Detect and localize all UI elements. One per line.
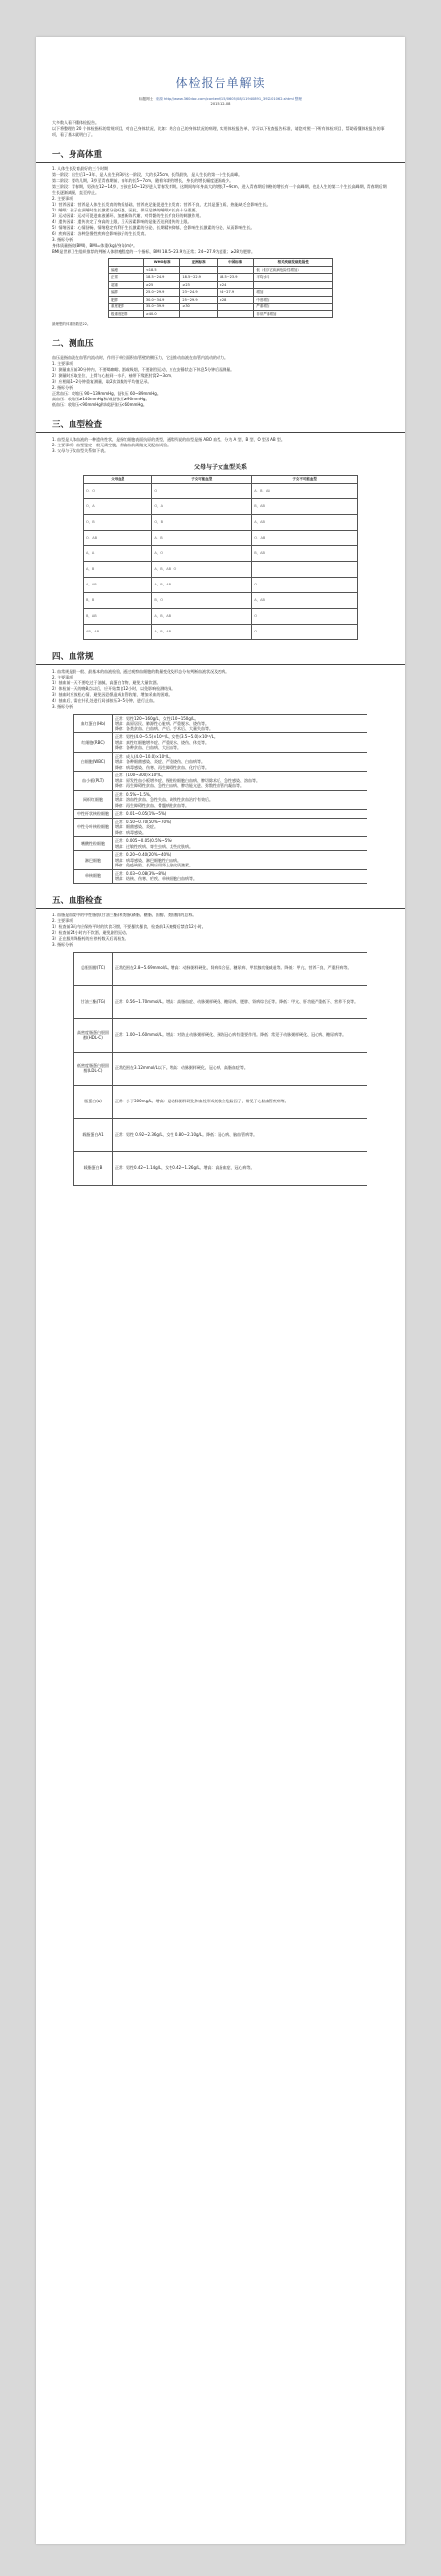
paragraph: 2. 主要事项 — [52, 674, 74, 679]
paragraph: 6）疾病因素：各种急慢性疾病会影响孩子的生长发育。 — [52, 231, 149, 236]
table-row — [74, 733, 368, 753]
document-title: 体检报告单解读 — [175, 76, 266, 90]
table-row — [84, 592, 358, 608]
table-cell: 正常：0.56~1.70mmol/L。增高：高脂血症、动脉粥样硬化、糖尿病、肥胖、肾病综合征等。降低：甲亢、肝功能严重低下、营养不良等。 — [113, 985, 368, 1018]
table-row — [109, 296, 333, 304]
header-cell: 子女不可能血型 — [252, 476, 358, 484]
row-label-cell: 中性分叶核粒细胞 — [74, 818, 113, 837]
paragraph: 3. 指标分析 — [52, 941, 74, 947]
table-row — [84, 514, 358, 530]
section-body-blood-pressure — [36, 355, 405, 408]
intro-paragraph: 以下将整理的 20 个体检指标的常规项目，对自己身体状况，比如：结合自己的身体状况的病理，实用体检报告单，学习以下检查报告标准，请您对照一下所有体检项目，帮助看懂体检报告的事项，看了基本就明白了。 — [52, 126, 385, 137]
blood-type-table-header — [84, 476, 358, 484]
table-row — [74, 790, 368, 810]
paragraph: 身体质量指数(BMI)，BMI=体重(kg)/身高(m)²。 — [52, 243, 138, 248]
row-label-cell: 脂蛋白(a) — [74, 1085, 113, 1118]
paragraph: BMI是世界卫生组织推荐的判断人体胖瘦程度的一个指标，BMI 18.5~23.9为正常；24~27.9为超重；≥28为肥胖。 — [52, 249, 255, 254]
paragraph: 第三阶段：青春期，男孩在12~14岁，女孩在10~12岁进入青春发育期。这期间每年身高大约增长7~9cm，进入青春期后体格的增长有一个高峰期，也是人生的第二个生长高峰期，青春期后期生长逐渐减慢，直至停止。 — [52, 184, 387, 195]
table-cell: A，B — [152, 530, 252, 545]
blood-routine-table-body — [74, 714, 368, 883]
table-row — [109, 266, 333, 274]
paragraph: 1. 主要事项 — [52, 361, 74, 366]
blood-routine-table — [74, 714, 368, 884]
section-body-blood-lipid — [36, 913, 405, 948]
paragraph: 低血压：收缩压<90mmHg和/或舒张压<60mmHg。 — [52, 402, 147, 407]
header-cell: 相关疾病发病危险性 — [254, 259, 333, 267]
header-cell: 子女可能血型 — [152, 476, 252, 484]
paragraph: 1）检查前3天内应保持平时的饮食习惯，不要暴饮暴食，检查前1天晚餐后禁食12小时。 — [52, 923, 206, 929]
intro-line: 大多数人看不懂体检报告。 — [52, 120, 99, 125]
table-row — [74, 1018, 368, 1052]
paragraph: 3）抽血时应放松心情，避免因恐惧造成血管收缩，增加采血的困难。 — [52, 691, 172, 697]
table-row — [109, 274, 333, 282]
header-cell: 亚洲标准 — [180, 259, 218, 267]
section-heading-blood-pressure: 二、测血压 — [36, 337, 405, 351]
table-row — [74, 714, 368, 733]
section-heading-blood-lipid: 五、血脂检查 — [36, 894, 405, 909]
paragraph: 1. 血型是人体血液的一种遗传性状，是指红细胞表面抗原的类型，通常所说的血型是指 ABO 血型，分为 A 型、B 型、O 型及 AB 型。 — [52, 437, 285, 442]
table-cell: A，B，AB，O — [152, 561, 252, 577]
paragraph: 3. 指标分析 — [52, 237, 74, 242]
row-label-cell: 总胆固醇(TC) — [74, 952, 113, 985]
table-cell: 平均水平 — [254, 274, 333, 282]
section-heading-blood-routine: 四、血常规 — [36, 650, 405, 665]
blood-lipid-table — [74, 952, 368, 1186]
paragraph: 2. 主要事项：血型鉴定一般无需空腹，但输血前需做交叉配血试验。 — [52, 443, 172, 447]
header-cell: 中国标准 — [217, 259, 254, 267]
section-heading-height-weight: 一、身高体重 — [36, 148, 405, 163]
table-cell: O，B — [152, 514, 252, 530]
table-row — [84, 498, 358, 514]
table-cell: <18.5 — [143, 266, 180, 274]
table-cell: 正常：小于300mg/L。增高：是动脉粥样硬化和血栓形成的独立危险因子，常见于心脑血管疾病等。 — [113, 1085, 368, 1118]
row-label-cell: 偏胖 — [109, 289, 144, 297]
table-cell: ≥25 — [143, 281, 180, 289]
section-body-blood-routine — [36, 669, 405, 710]
paragraph: 3）正在服用降脂药的应停药数天后再检查。 — [52, 935, 129, 941]
table-row — [84, 608, 358, 624]
table-row — [109, 289, 333, 297]
table-cell: 增加 — [254, 289, 333, 297]
row-label-cell: 低密度脂蛋白胆固醇(LDL-C) — [74, 1052, 113, 1085]
table-cell: 24~27.9 — [217, 289, 254, 297]
table-cell: ≥40.0 — [143, 310, 180, 318]
table-cell: 35.0~39.9 — [143, 304, 180, 311]
row-label-cell: 极重度肥胖 — [109, 310, 144, 318]
table-cell: 正常：0.20~0.40(20%~40%) 增高：病毒感染、淋巴细胞性白血病。 降低：免疫缺陷、长期应用肾上腺皮质激素。 — [113, 851, 368, 870]
table-cell: 严重增加 — [254, 304, 333, 311]
paragraph: 2. 主要事项 — [52, 196, 74, 201]
table-cell: 正常：成人(4.0~10.0)×10⁹/L。 增高：各种细菌感染、炎症、严重烧伤、白血病等。 降低：病毒感染、伤寒、再生障碍性贫血、化疗后等。 — [113, 752, 368, 772]
table-row — [109, 281, 333, 289]
table-cell — [217, 304, 254, 311]
table-cell: A，B，AB — [152, 624, 252, 639]
table-row — [74, 810, 368, 819]
header-cell — [109, 259, 144, 267]
table-cell: 18.5~23.9 — [217, 274, 254, 282]
section-body-blood-type — [36, 437, 405, 454]
paragraph: 5）情绪因素：心情舒畅，情绪稳定有利于生长激素的分泌，长期精神抑郁，会影响生长激素的分泌，从而影响生长。 — [52, 225, 255, 230]
bmi-table-header — [109, 259, 333, 267]
row-label-cell: B，AB — [84, 608, 152, 624]
row-label-cell: 正常 — [109, 274, 144, 282]
table-cell: O — [252, 624, 358, 639]
table-cell: O，A — [152, 498, 252, 514]
paragraph: 3）运动因素：运动可促进血液循环，加速新陈代谢，对骨骼的生长有良好的刺激作用。 — [52, 213, 204, 218]
table-cell: 正常范围在3.12mmol/L以下。增高：动脉粥样硬化、冠心病、高脂血症等。 — [113, 1052, 368, 1085]
table-cell: O — [252, 577, 358, 592]
table-row — [74, 772, 368, 791]
table-row — [74, 985, 368, 1018]
table-row — [74, 1151, 368, 1185]
row-label-cell: 甘油三酯(TG) — [74, 985, 113, 1018]
table-row — [74, 752, 368, 772]
blood-type-table-title: 父母与子女血型关系 — [193, 464, 247, 471]
blood-lipid-table-body — [74, 952, 368, 1185]
table-cell: 正常：1.00~1.60mmol/L。增高：对防止动脉粥样硬化、预防冠心病有重要作用。降低：常见于动脉粥样硬化、冠心病、糖尿病等。 — [113, 1018, 368, 1052]
table-row — [74, 1085, 368, 1118]
table-cell: 正常：0.005~0.05(0.5%~5%) 增高：过敏性疾病、寄生虫病、某些皮肤病。 — [113, 837, 368, 851]
table-row — [84, 561, 358, 577]
table-cell: 25.0~29.9 — [143, 289, 180, 297]
table-cell: A，AB — [252, 514, 358, 530]
row-label-cell: A，AB — [84, 577, 152, 592]
table-cell: O — [152, 483, 252, 498]
table-cell — [217, 266, 254, 274]
table-cell: B，O — [152, 592, 252, 608]
table-cell: 低（但其它疾病危险性增加） — [254, 266, 333, 274]
paragraph: 1）营养因素：营养是人体生长发育的物质基础，营养充足能促进生长发育；营养不良，尤其是蛋白质、热能缺乏会影响生长。 — [52, 202, 270, 207]
row-label-cell: 血小板(PLT) — [74, 772, 113, 791]
table-cell: 正常：(100~300)×10⁹/L。 增高：原发性血小板增多症、慢性粒细胞白血病、脾切除术后、急性感染、溶血等。 降低：再生障碍性贫血、急性白血病、脾功能亢进、弥散性血管内凝血等。 — [113, 772, 368, 791]
table-row — [84, 483, 358, 498]
table-cell — [217, 310, 254, 318]
date-label: 2015-12-08 — [210, 102, 231, 106]
table-row — [109, 310, 333, 318]
row-label-cell: 淋巴细胞 — [74, 851, 113, 870]
row-label-cell: 重度肥胖 — [109, 304, 144, 311]
row-label-cell: A，A — [84, 545, 152, 561]
row-label-cell: 中性杆状核粒细胞 — [74, 810, 113, 819]
paragraph: 血压是指血液在血管内流动时，作用于单位面积血管壁的侧压力，它是推动血液在血管内流动的动力。 — [52, 355, 228, 360]
table-row — [74, 837, 368, 851]
paragraph: 1. 血脂是血浆中的中性脂肪(甘油三酯)和类脂(磷脂、糖脂、固醇、类固醇)的总称。 — [52, 912, 197, 917]
table-cell — [180, 266, 218, 274]
table-cell: 正常：男性(4.0~5.5)×10¹²/L，女性(3.5~5.0)×10¹²/L。 增高：真性红细胞增多症、严重脱水、烧伤、休克等。 降低：各种贫血、白血病、大出血等。 — [113, 733, 368, 753]
paragraph: 3）应相隔1~2分钟重复测量，取2次读数的平均值记录。 — [52, 379, 152, 384]
row-label-cell: O，AB — [84, 530, 152, 545]
table-row — [84, 530, 358, 545]
paragraph: 2）测量时应取坐位，上臂与心脏同一水平，袖带下缘距肘窝2~3cm。 — [52, 373, 175, 378]
row-label-cell: O，O — [84, 483, 152, 498]
paragraph: 2）体检前一天的晚8点以后，应开始禁食12小时，以免影响检测结果。 — [52, 685, 176, 691]
table-cell — [180, 310, 218, 318]
header-cell: WHO标准 — [143, 259, 180, 267]
table-cell: 正常：0.01~0.05(1%~5%) — [113, 810, 368, 819]
table-cell: B，AB — [252, 545, 358, 561]
table-cell: O，AB — [252, 530, 358, 545]
row-label-cell: B，B — [84, 592, 152, 608]
row-label-cell: A，B — [84, 561, 152, 577]
row-label-cell: 嗜酸性粒细胞 — [74, 837, 113, 851]
table-row — [109, 304, 333, 311]
row-label-cell: 血红蛋白(Hb) — [74, 714, 113, 733]
row-label-cell: 载脂蛋白B — [74, 1151, 113, 1185]
bmi-table — [108, 258, 333, 318]
table-cell: 正常：男性0.42~1.14g/L，女性0.42~1.26g/L。增高：高脂血症、冠心病等。 — [113, 1151, 368, 1185]
table-cell: O — [252, 608, 358, 624]
table-cell: 30.0~34.9 — [143, 296, 180, 304]
row-label-cell: 高密度脂蛋白胆固醇(HDL-C) — [74, 1018, 113, 1052]
table-cell: ≥28 — [217, 296, 254, 304]
table-cell: B，AB — [252, 498, 358, 514]
table-cell: A，AB — [252, 592, 358, 608]
table-row — [74, 1118, 368, 1151]
document-meta — [36, 97, 405, 107]
table-row — [84, 577, 358, 592]
paragraph: 1. 人体生长发育最好的三个时期 — [52, 166, 109, 171]
table-cell: A，O — [152, 545, 252, 561]
table-cell: 18.5~24.9 — [143, 274, 180, 282]
table-row — [74, 952, 368, 985]
row-label-cell: AB，AB — [84, 624, 152, 639]
row-label-cell: 网织红细胞 — [74, 790, 113, 810]
paragraph: 第一阶段：出生后1~3年，是人出生到3岁这一阶段，大约长25cm，长得最快，是人生长的第一个生长高峰。 — [52, 172, 243, 177]
table-cell: 25~29.9 — [180, 296, 218, 304]
table-row — [74, 869, 368, 883]
table-row — [84, 624, 358, 639]
paragraph: 正常血压：收缩压 90~139mmHg，舒张压 60~89mmHg。 — [52, 391, 161, 396]
bmi-table-body — [109, 266, 333, 318]
row-label-cell: 肥胖 — [109, 296, 144, 304]
table-cell: A，B，AB — [252, 483, 358, 498]
paragraph: 4）遗传因素：遗传决定了身高的上限，后天因素影响的是能否达到遗传的上限。 — [52, 219, 192, 224]
table-cell: 非常严重增加 — [254, 310, 333, 318]
table-cell: 正常：男性 0.92~2.36g/L，女性 0.80~2.10g/L。降低：冠心病、脑血管病等。 — [113, 1118, 368, 1151]
table-row — [74, 851, 368, 870]
row-label-cell: 超重 — [109, 281, 144, 289]
table-row — [74, 1052, 368, 1085]
table-cell: 正常：男性120~160g/L，女性110~150g/L。 增高：高原居民、肺源性心脏病、严重脱水、烧伤等。 降低：各类贫血、白血病、产后、手术后、大量失血等。 — [113, 714, 368, 733]
row-label-cell: O，A — [84, 498, 152, 514]
blood-type-table — [83, 475, 358, 640]
paragraph: 2. 指标分析 — [52, 385, 74, 390]
table-cell: 23~24.9 — [180, 289, 218, 297]
paragraph: 2）睡眠：孩子在深睡时生长激素分泌旺盛，因此，保证足够的睡眠对长高十分重要。 — [52, 208, 200, 212]
table-cell: 正常：0.03~0.08(3%~8%) 增高：结核、伤寒、疟疾、单核细胞白血病等。 — [113, 869, 368, 883]
row-label-cell: 载脂蛋白A1 — [74, 1118, 113, 1151]
paragraph: 1）抽血前一天不要吃过于油腻、高蛋白食物，避免大量饮酒。 — [52, 679, 161, 685]
table-cell — [254, 281, 333, 289]
section-body-height-weight — [36, 166, 405, 255]
paragraph: 2. 主要事项 — [52, 917, 74, 923]
table-cell — [252, 561, 358, 577]
table-cell: 正常范围在2.8~5.69mmol/L。增高：动脉粥样硬化、肾病综合征、糖尿病、甲状腺功能减退等。降低：甲亢、营养不良、严重肝病等。 — [113, 952, 368, 985]
table-cell: 正常：0.5%~1.5%。 增高：溶血性贫血、急性失血、缺铁性贫血治疗有效后。 降低：再生障碍性贫血、骨髓病性贫血等。 — [113, 790, 368, 810]
paragraph: 2）检查前24小时内不饮酒，避免剧烈运动。 — [52, 929, 130, 935]
row-label-cell: 单核细胞 — [74, 869, 113, 883]
paragraph: 1）测量血压前30分钟内，不要喝咖啡、酒或吸烟，不要剧烈运动，应在安静状态下休息5分钟后再测量。 — [52, 367, 235, 372]
paragraph: 4）抽血后，需在针孔处进行局部按压3~5分钟，进行止血。 — [52, 697, 157, 703]
table-cell: ≥23 — [180, 281, 218, 289]
table-cell: ≥24 — [217, 281, 254, 289]
paragraph: 第二阶段：婴幼儿期，3岁至青春期前，每年约长5~7cm，随着年龄的增长，身长的增长幅度逐渐减少。 — [52, 178, 234, 183]
author-label: 标题网士 — [138, 97, 154, 101]
row-label-cell: O，B — [84, 514, 152, 530]
row-label-cell: 偏瘦 — [109, 266, 144, 274]
paragraph: 高血压：收缩压≥140mmHg和/或舒张压≥90mmHg。 — [52, 397, 150, 401]
table-cell: 正常：0.50~0.70(50%~70%) 增高：细菌感染、炎症。 降低：病毒感染。 — [113, 818, 368, 837]
paragraph: 3. 指标分析 — [52, 703, 74, 709]
document-page — [36, 37, 405, 2544]
header-cell: 父母血型 — [84, 476, 152, 484]
row-label-cell: 红细胞(RBC) — [74, 733, 113, 753]
table-row — [84, 545, 358, 561]
table-cell: A，B，AB — [152, 608, 252, 624]
blood-type-table-body — [84, 483, 358, 639]
table-row — [74, 818, 368, 837]
table-cell: ≥30 — [180, 304, 218, 311]
table-cell: 中度增加 — [254, 296, 333, 304]
table-cell: A，B，AB — [152, 577, 252, 592]
bmi-note: 最理想的体重指数是22。 — [52, 322, 91, 326]
row-label-cell: 白细胞(WBC) — [74, 752, 113, 772]
section-heading-blood-type: 三、血型检查 — [36, 418, 405, 433]
paragraph: 1. 血常规是最一般、最基本的血液检验，通过观察血细胞的数量变化及形态分布判断血液状况及疾病。 — [52, 668, 230, 674]
source-link[interactable]: 来源 http://www.360doc.com/content/15/0605/08/11940891_392101062.shtml 整理 — [155, 97, 303, 101]
table-cell: 18.5~22.9 — [180, 274, 218, 282]
paragraph: 3. 父母与子女血型关系如下表。 — [52, 448, 109, 453]
